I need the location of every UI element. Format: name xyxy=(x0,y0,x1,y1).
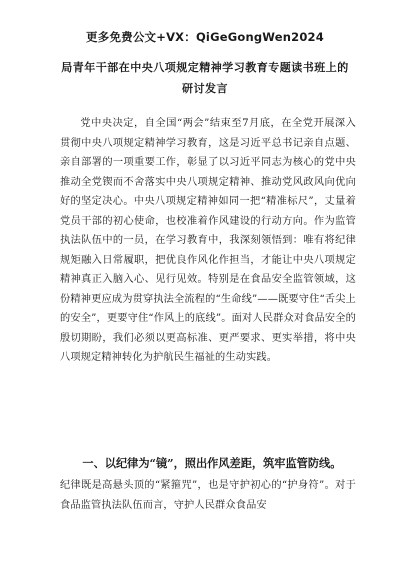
document-title-line2: 研讨发言 xyxy=(182,82,228,95)
section-heading-1: 一、以纪律为“镜”，照出作风差距，筑牢监管防线。 xyxy=(82,456,342,470)
document-title-line1: 局青年干部在中央八项规定精神学习教育专题读书班上的 xyxy=(61,61,349,74)
body-text-2 xyxy=(60,476,356,515)
body-text xyxy=(60,114,356,368)
paragraph-intro: 党中央决定，自全国“两会”结束至7月底，在全党开展深入贯彻中央八项规定精神学习教育，这是习近平总书记亲自点题、亲自部署的一项重要工作，彰显了以习近平同志为核心的党中央推动全党锲而不舍落实中央八项规定精神、推动党风政风向优向好的坚定决心。中央八项规定精神如同一把“精准标尺”，丈量着党员干部的初心使命，也校准着作风建设的行动方向。作为监管执法队伍中的一员，在学习教育中，我深刻领悟到：唯有将纪律规矩融入日常履职，把优良作风化作担当，才能让中央八项规定精神真正入脑入心、见行见效。特别是在食品安全监管领域，这份精神更应成为贯穿执法全流程的“生命线”——既要守住“舌尖上的安全”，更要守住“作风上的底线”。面对人民群众对食品安全的殷切期盼，我们必须以更高标准、更严要求、更实举措，将中央八项规定精神转化为护航民生福祉的生动实践。 xyxy=(60,118,356,363)
promo-header: 更多免费公文+VX：QiGeGongWen2024 xyxy=(86,30,324,44)
paragraph-section1: 纪律既是高悬头顶的“紧箍咒”，也是守护初心的“护身符”。对于食品监管执法队伍而言，守护人民群众食品安 xyxy=(60,480,356,511)
